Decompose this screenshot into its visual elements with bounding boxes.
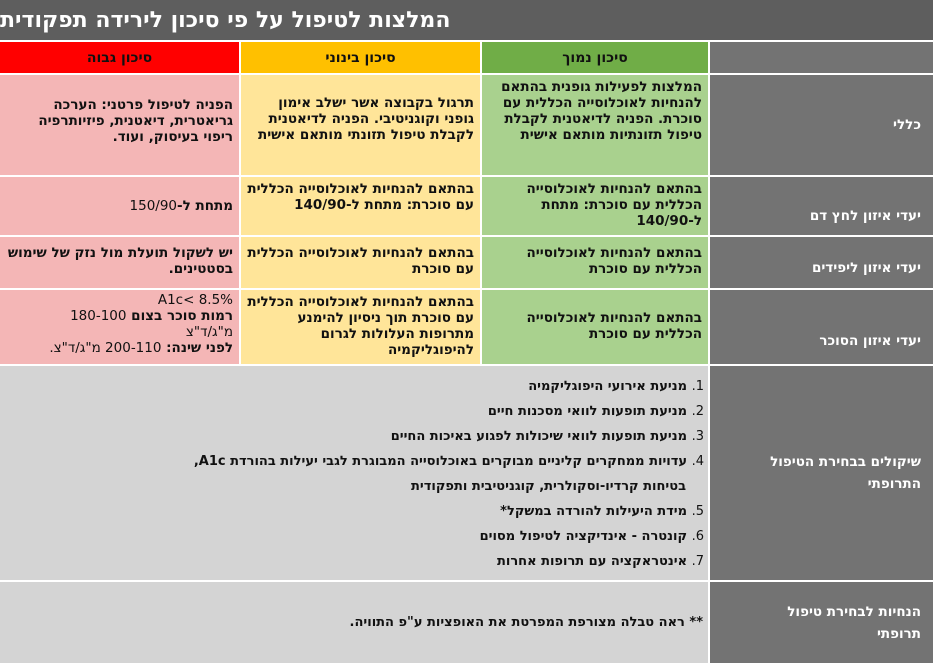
sugar-high <box>0 290 239 364</box>
bp-mid: בהתאם להנחיות לאוכלוסייה הכללית עם סוכרת: מתחת ל-140/90 <box>241 177 480 235</box>
divider <box>0 288 933 290</box>
divider <box>0 73 933 75</box>
bp-high-label: מתחת ל- <box>177 198 233 214</box>
general-low: המלצות לפעילות גופנית בהתאם להנחיות לאוכלוסייה הכללית עם סוכרת. הפניה לדיאטנית לקבלת טיפול תזונתיות מותאם אישית <box>482 75 708 175</box>
sugar-high-bedtime-range: 200-110 מ"ג/ד"צ. <box>49 340 162 356</box>
divider <box>0 580 933 582</box>
general-high: הפניה לטיפול פרטני: הערכה גריאטרית, דיאטנית, פיזיותרפיה ריפוי בעיסוק, ועוד. <box>0 75 239 175</box>
divider <box>239 42 241 364</box>
sugar-high-a1c: A1c< 8.5% <box>157 292 233 308</box>
bp-low: בהתאם להנחיות לאוכלוסייה הכללית עם סוכרת: מתחת ל-140/90 <box>482 177 708 235</box>
divider <box>0 364 933 366</box>
list-item: 6. קונטרה - אינדיקציה לטיפול מסוים <box>479 529 704 544</box>
list-item: 5. מידת היעילות להורדה במשקל* <box>500 504 704 519</box>
list-item: 2. מניעת תופעות לוואי מסכנות חיים <box>487 404 704 419</box>
sugar-high-bedtime-label: לפני שינה: <box>161 340 233 356</box>
row-label-bp: יעדי איזון לחץ דם <box>710 177 933 235</box>
header-high-risk: סיכון גבוה <box>0 42 239 73</box>
divider <box>708 42 710 663</box>
list-item: 3. מניעת תופעות לוואי שיכולות לפגוע באיכות החיים <box>390 429 704 444</box>
header-mid-risk: סיכון בינוני <box>241 42 480 73</box>
list-item: 4. עדויות ממחקרים קליניים מבוקרים באוכלוסייה המבוגרת לגבי יעילות בהורדת A1c, <box>193 454 704 469</box>
divider <box>0 175 933 177</box>
considerations-list <box>194 374 704 574</box>
row-label-guidelines: הנחיות לבחירת טיפול תרופתי <box>710 582 933 663</box>
row-label-sugar: יעדי איזון הסוכר <box>710 290 933 364</box>
row-label-considerations: שיקולים בבחירת הטיפול התרופתי <box>710 366 933 580</box>
lipids-low: בהתאם להנחיות לאוכלוסייה הכללית עם סוכרת <box>482 237 708 288</box>
row-label-general: כללי <box>710 75 933 175</box>
header-corner <box>710 42 933 73</box>
lipids-mid: בהתאם להנחיות לאוכלוסייה הכללית עם סוכרת <box>241 237 480 288</box>
divider <box>480 42 482 364</box>
sugar-mid: בהתאם להנחיות לאוכלוסייה הכללית עם סוכרת תוך ניסיון להימנע מתרופות העלולות לגרום להיפוגליקמיה <box>241 290 480 364</box>
row-label-lipids: יעדי איזון ליפידים <box>710 237 933 288</box>
guidelines-text: ** ראה טבלה מצורפת המפרטת את האופציות ע"פ התוויה. <box>0 582 708 663</box>
sugar-high-unit: מ"ג/ד"צ <box>185 324 233 340</box>
bp-high-value: 150/90 <box>129 198 178 214</box>
bp-high <box>0 177 239 235</box>
list-item: 7. אינטראקציה עם תרופות אחרות <box>497 554 704 569</box>
list-item: בטיחות קרדיו-וסקולרית, קוגניטיבית ותפקודית <box>411 479 686 494</box>
header-low-risk: סיכון נמוך <box>482 42 708 73</box>
sugar-high-fasting <box>6 308 233 324</box>
sugar-low: בהתאם להנחיות לאוכלוסייה הכללית עם סוכרת <box>482 290 708 364</box>
lipids-high: יש לשקול תועלת מול נזק של שימוש בסטטינים. <box>0 237 239 288</box>
divider <box>0 40 933 42</box>
sugar-high-fasting-label: רמות סוכר בצום <box>126 308 233 324</box>
list-item: 1. מניעת אירועי היפוגליקמיה <box>528 379 704 394</box>
general-mid: תרגול בקבוצה אשר ישלב אימון גופני וקוגניטיבי. הפניה לדיאטנית לקבלת טיפול תזונתי מותאם אישית <box>241 75 480 175</box>
sugar-high-bedtime <box>6 340 233 356</box>
sugar-high-fasting-range: 180-100 <box>70 308 127 324</box>
divider <box>0 235 933 237</box>
table-title: המלצות לטיפול על פי סיכון לירידה תפקודית <box>0 0 933 40</box>
